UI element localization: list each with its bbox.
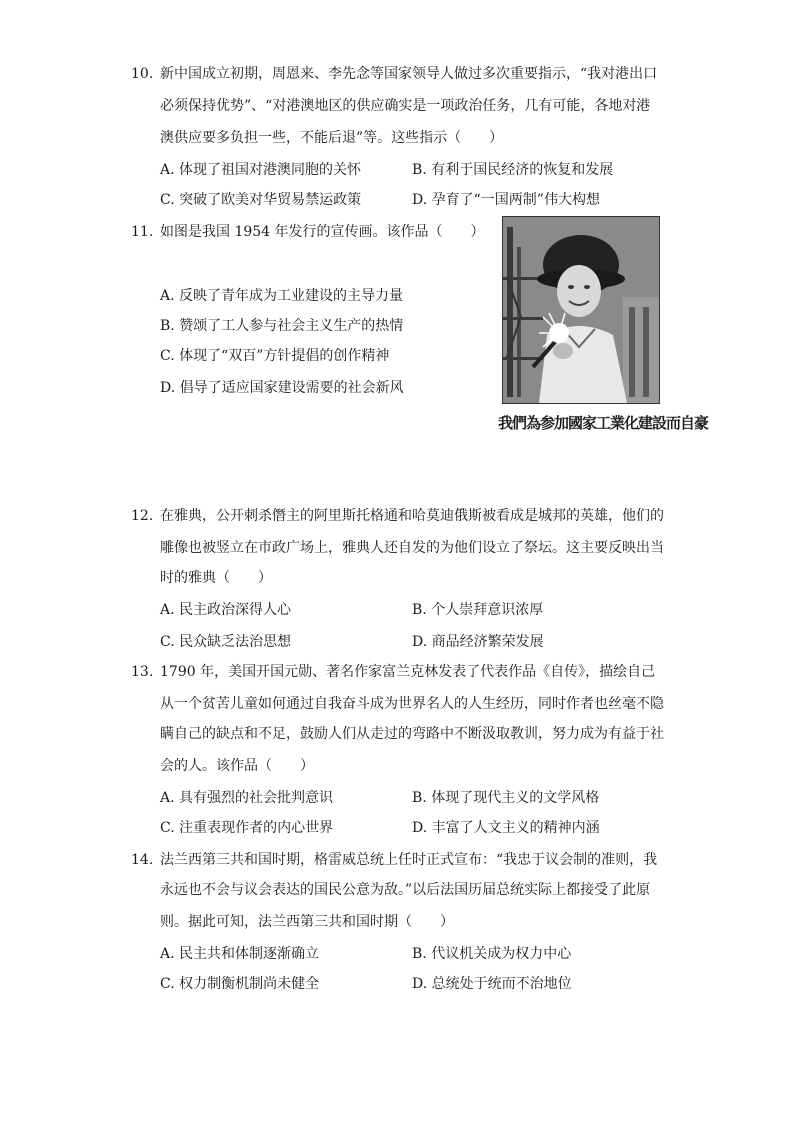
option-b: B. 体现了现代主义的文学风格 — [412, 790, 600, 806]
option-b: B. 赞颂了工人参与社会主义生产的热情 — [160, 318, 404, 334]
question-text-line: 时的雅典（ ） — [160, 570, 272, 586]
question-number: 11. — [131, 224, 154, 240]
question-text-line: 瞒自己的缺点和不足，鼓励人们从走过的弯路中不断汲取教训，努力成为有益于社 — [160, 726, 664, 742]
question-text-line: 会的人。该作品（ ） — [160, 758, 314, 774]
option-c: C. 权力制衡机制尚未健全 — [160, 976, 320, 992]
question-text-line: 澳供应要多负担一些，不能后退”等。这些指示（ ） — [160, 130, 504, 146]
question-text-line: 雕像也被竖立在市政广场上，雅典人还自发的为他们设立了祭坛。这主要反映出当 — [160, 540, 664, 556]
option-a: A. 民主共和体制逐渐确立 — [160, 946, 320, 962]
option-a: A. 具有强烈的社会批判意识 — [160, 790, 334, 806]
option-d: D. 孕育了“一国两制”伟大构想 — [412, 192, 600, 208]
option-d: D. 商品经济繁荣发展 — [412, 634, 544, 650]
question-number: 12. — [131, 508, 154, 524]
option-a: A. 体现了祖国对港澳同胞的关怀 — [160, 162, 362, 178]
option-a: A. 反映了青年成为工业建设的主导力量 — [160, 288, 404, 304]
question-text-line: 必须保持优势”、“对港澳地区的供应确实是一项政治任务，几有可能，各地对港 — [160, 98, 651, 114]
propaganda-poster-image — [502, 216, 660, 404]
option-b: B. 个人崇拜意识浓厚 — [412, 602, 544, 618]
option-c: C. 突破了欧美对华贸易禁运政策 — [160, 192, 362, 208]
option-a: A. 民主政治深得人心 — [160, 602, 292, 618]
option-c: C. 体现了“双百”方针提倡的创作精神 — [160, 348, 390, 364]
question-text-line: 在雅典，公开刺杀僭主的阿里斯托格通和哈莫迪俄斯被看成是城邦的英雄，他们的 — [160, 508, 664, 524]
question-text-line: 1790 年，美国开国元勋、著名作家富兰克林发表了代表作品《自传》，描绘自己 — [160, 664, 656, 680]
question-text-line: 如图是我国 1954 年发行的宣传画。该作品（ ） — [160, 224, 485, 240]
poster-illustration — [503, 217, 659, 403]
question-text-line: 则。据此可知，法兰西第三共和国时期（ ） — [160, 914, 454, 930]
question-number: 10. — [131, 66, 154, 82]
option-c: C. 注重表现作者的内心世界 — [160, 820, 334, 836]
option-d: D. 倡导了适应国家建设需要的社会新风 — [160, 380, 404, 396]
question-text-line: 永远也不会与议会表达的国民公意为敌。”以后法国历届总统实际上都接受了此原 — [160, 882, 651, 898]
question-number: 14. — [131, 852, 154, 868]
option-d: D. 总统处于统而不治地位 — [412, 976, 572, 992]
option-b: B. 代议机关成为权力中心 — [412, 946, 572, 962]
question-text-line: 从一个贫苦儿童如何通过自我奋斗成为世界名人的人生经历，同时作者也丝毫不隐 — [160, 696, 664, 712]
question-text-line: 新中国成立初期，周恩来、李先念等国家领导人做过多次重要指示，“我对港出口 — [160, 66, 658, 82]
poster-caption: 我們為参加國家工業化建設而自豪 — [498, 414, 709, 432]
question-text-line: 法兰西第三共和国时期，格雷威总统上任时正式宣布：“我忠于议会制的准则，我 — [160, 852, 658, 868]
option-d: D. 丰富了人文主义的精神内涵 — [412, 820, 600, 836]
option-c: C. 民众缺乏法治思想 — [160, 634, 292, 650]
option-b: B. 有利于国民经济的恢复和发展 — [412, 162, 614, 178]
question-number: 13. — [131, 664, 154, 680]
